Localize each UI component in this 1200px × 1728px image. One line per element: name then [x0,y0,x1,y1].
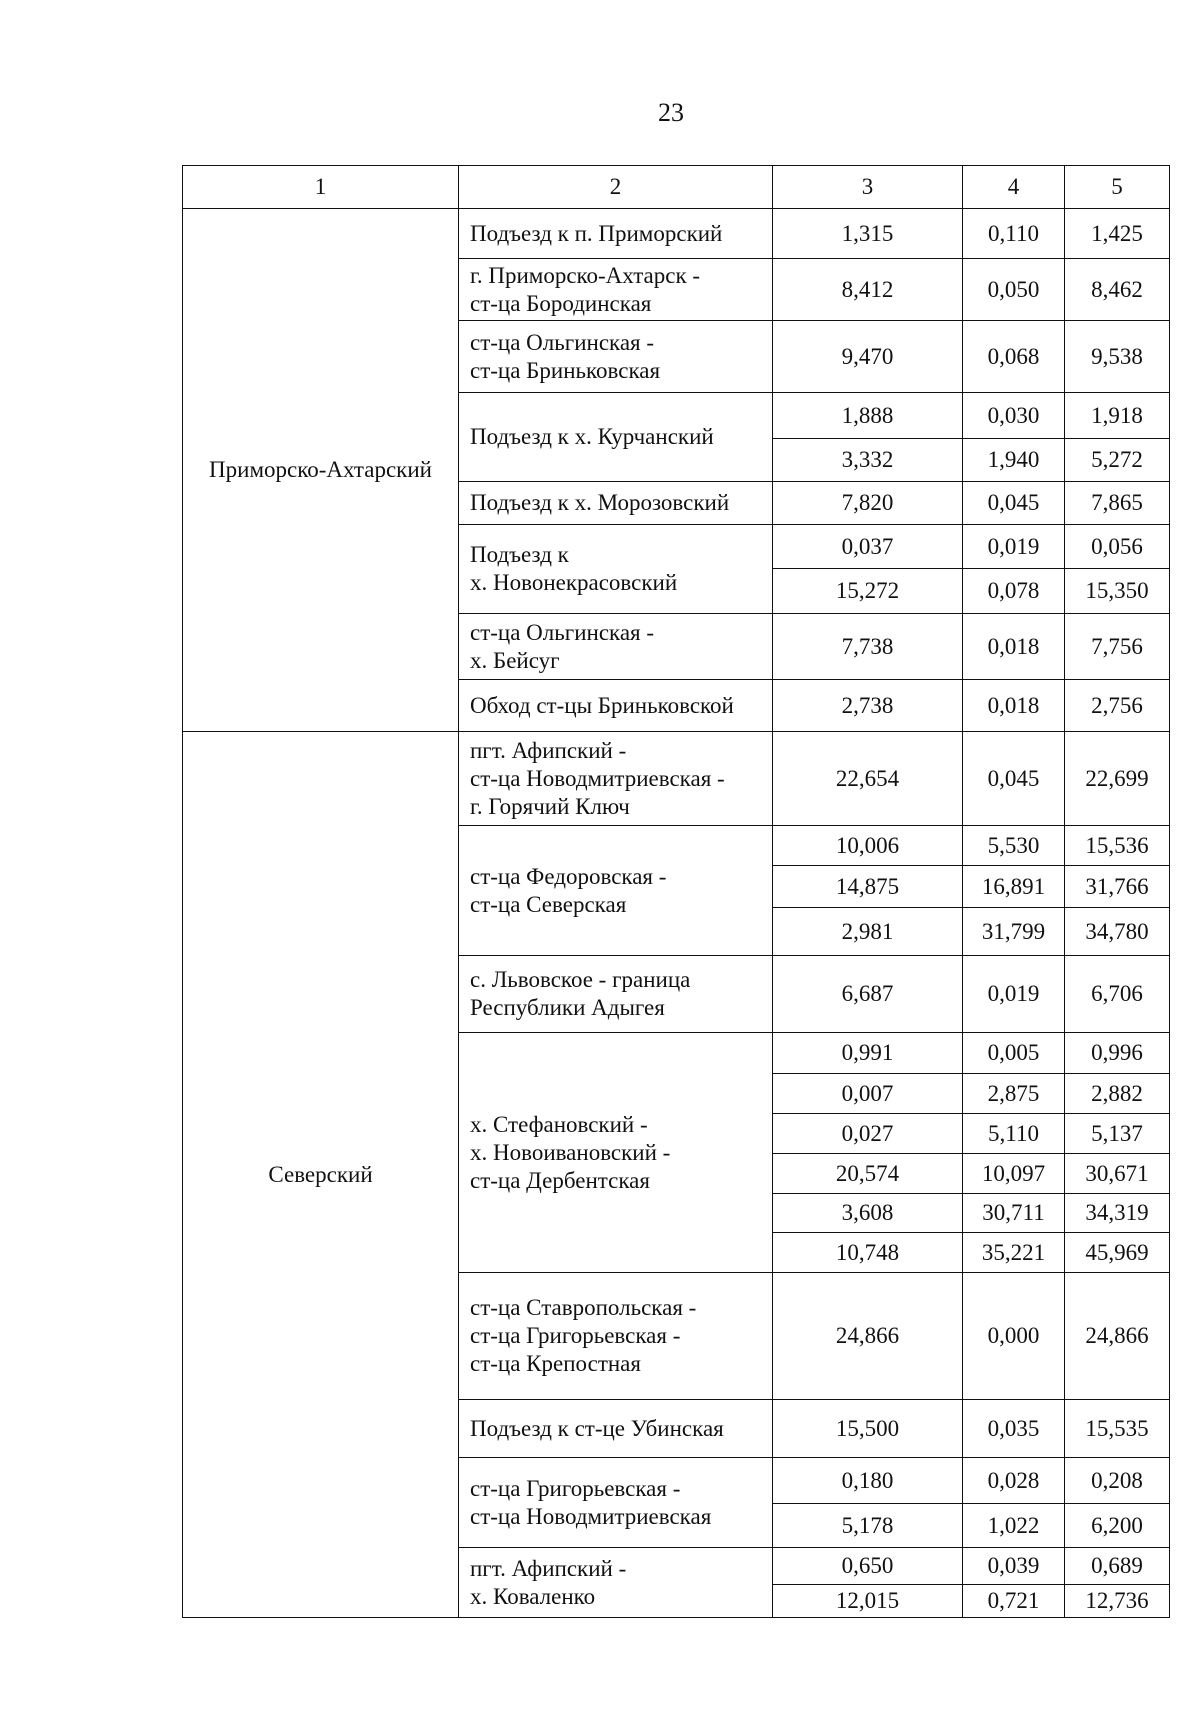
value-cell-col4: 35,221 [963,1233,1065,1273]
value-cell-col5: 34,780 [1065,908,1170,956]
value-cell-col3: 5,178 [773,1504,963,1548]
table-header-row [183,166,1170,209]
value-cell-col5: 5,272 [1065,439,1170,482]
value-cell-col4: 0,078 [963,569,1065,614]
value-cell-col5: 0,689 [1065,1548,1170,1585]
value-cell-col5: 22,699 [1065,732,1170,826]
value-cell-col5: 34,319 [1065,1194,1170,1233]
value-cell-col4: 0,005 [963,1033,1065,1074]
value-cell-col4: 0,068 [963,321,1065,393]
road-name-cell: ст-ца Федоровская - ст-ца Северская [459,826,773,956]
road-name-cell: х. Стефановский - х. Новоивановский - ст-ца Дербентская [459,1033,773,1273]
value-cell-col4: 0,028 [963,1458,1065,1504]
district-cell: Северский [183,732,459,1618]
column-header: 1 [183,166,459,209]
road-name-cell: ст-ца Ставропольская - ст-ца Григорьевская - ст-ца Крепостная [459,1273,773,1400]
value-cell-col4: 0,045 [963,732,1065,826]
value-cell-col5: 5,137 [1065,1114,1170,1154]
district-cell: Приморско-Ахтарский [183,209,459,732]
column-header: 3 [773,166,963,209]
value-cell-col5: 15,350 [1065,569,1170,614]
value-cell-col4: 2,875 [963,1074,1065,1114]
value-cell-col4: 1,022 [963,1504,1065,1548]
value-cell-col4: 0,019 [963,956,1065,1033]
value-cell-col3: 0,037 [773,525,963,569]
value-cell-col5: 0,996 [1065,1033,1170,1074]
value-cell-col5: 24,866 [1065,1273,1170,1400]
value-cell-col3: 7,820 [773,482,963,525]
value-cell-col5: 7,756 [1065,614,1170,680]
value-cell-col4: 10,097 [963,1154,1065,1194]
value-cell-col5: 30,671 [1065,1154,1170,1194]
value-cell-col5: 1,918 [1065,393,1170,439]
value-cell-col5: 12,736 [1065,1585,1170,1618]
column-header: 4 [963,166,1065,209]
road-name-cell: г. Приморско-Ахтарск - ст-ца Бородинская [459,259,773,321]
page-number: 23 [658,98,684,127]
value-cell-col3: 24,866 [773,1273,963,1400]
road-name-cell: Подъезд к х. Морозовский [459,482,773,525]
value-cell-col3: 8,412 [773,259,963,321]
road-name-cell: ст-ца Григорьевская - ст-ца Новодмитриевская [459,1458,773,1548]
value-cell-col3: 1,888 [773,393,963,439]
value-cell-col5: 31,766 [1065,866,1170,908]
value-cell-col5: 15,536 [1065,826,1170,866]
value-cell-col5: 9,538 [1065,321,1170,393]
value-cell-col3: 0,027 [773,1114,963,1154]
value-cell-col3: 12,015 [773,1585,963,1618]
value-cell-col4: 0,000 [963,1273,1065,1400]
road-name-cell: Обход ст-цы Бриньковской [459,680,773,732]
value-cell-col4: 0,030 [963,393,1065,439]
value-cell-col4: 0,018 [963,614,1065,680]
value-cell-col3: 22,654 [773,732,963,826]
value-cell-col3: 2,981 [773,908,963,956]
value-cell-col3: 15,272 [773,569,963,614]
road-name-cell: Подъезд к п. Приморский [459,209,773,259]
value-cell-col3: 0,007 [773,1074,963,1114]
column-header: 2 [459,166,773,209]
column-header: 5 [1065,166,1170,209]
value-cell-col5: 1,425 [1065,209,1170,259]
road-name-cell: ст-ца Ольгинская - х. Бейсуг [459,614,773,680]
table-row [183,209,1170,259]
value-cell-col5: 6,706 [1065,956,1170,1033]
road-name-cell: Подъезд к х. Новонекрасовский [459,525,773,614]
value-cell-col4: 5,530 [963,826,1065,866]
value-cell-col5: 0,056 [1065,525,1170,569]
value-cell-col3: 1,315 [773,209,963,259]
value-cell-col3: 15,500 [773,1400,963,1458]
value-cell-col5: 15,535 [1065,1400,1170,1458]
value-cell-col3: 10,748 [773,1233,963,1273]
road-name-cell: пгт. Афипский - х. Коваленко [459,1548,773,1618]
road-name-cell: с. Львовское - граница Республики Адыгея [459,956,773,1033]
value-cell-col3: 14,875 [773,866,963,908]
value-cell-col4: 0,035 [963,1400,1065,1458]
value-cell-col5: 2,882 [1065,1074,1170,1114]
value-cell-col4: 0,018 [963,680,1065,732]
value-cell-col3: 0,650 [773,1548,963,1585]
value-cell-col3: 3,608 [773,1194,963,1233]
road-name-cell: Подъезд к х. Курчанский [459,393,773,482]
value-cell-col5: 7,865 [1065,482,1170,525]
value-cell-col4: 0,050 [963,259,1065,321]
value-cell-col4: 0,019 [963,525,1065,569]
road-name-cell: ст-ца Ольгинская - ст-ца Бриньковская [459,321,773,393]
value-cell-col3: 9,470 [773,321,963,393]
value-cell-col4: 0,110 [963,209,1065,259]
value-cell-col5: 8,462 [1065,259,1170,321]
value-cell-col4: 16,891 [963,866,1065,908]
table-row [183,732,1170,826]
value-cell-col4: 0,039 [963,1548,1065,1585]
value-cell-col4: 5,110 [963,1114,1065,1154]
value-cell-col5: 45,969 [1065,1233,1170,1273]
value-cell-col3: 7,738 [773,614,963,680]
value-cell-col3: 0,991 [773,1033,963,1074]
value-cell-col3: 3,332 [773,439,963,482]
value-cell-col4: 31,799 [963,908,1065,956]
value-cell-col5: 6,200 [1065,1504,1170,1548]
value-cell-col3: 10,006 [773,826,963,866]
value-cell-col4: 0,721 [963,1585,1065,1618]
value-cell-col5: 0,208 [1065,1458,1170,1504]
roads-table-body [183,166,1170,1618]
value-cell-col4: 1,940 [963,439,1065,482]
value-cell-col3: 20,574 [773,1154,963,1194]
road-name-cell: пгт. Афипский - ст-ца Новодмитриевская - г. Горячий Ключ [459,732,773,826]
value-cell-col4: 30,711 [963,1194,1065,1233]
value-cell-col3: 2,738 [773,680,963,732]
value-cell-col3: 0,180 [773,1458,963,1504]
roads-table [182,165,1170,1618]
value-cell-col4: 0,045 [963,482,1065,525]
value-cell-col5: 2,756 [1065,680,1170,732]
value-cell-col3: 6,687 [773,956,963,1033]
road-name-cell: Подъезд к ст-це Убинская [459,1400,773,1458]
